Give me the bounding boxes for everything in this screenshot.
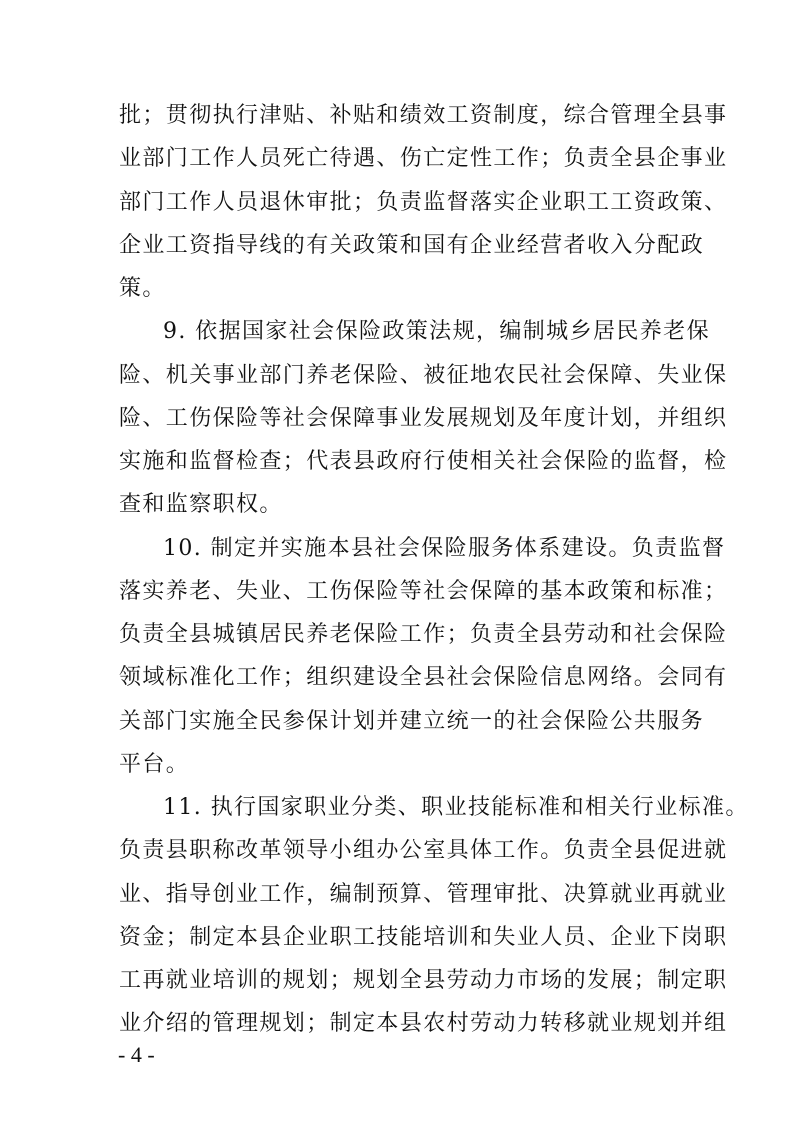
text-line: 策。 bbox=[119, 276, 166, 301]
text-line: 落实养老、失业、工伤保险等社会保障的基本政策和标准； bbox=[119, 579, 728, 604]
text-line: 负责县职称改革领导小组办公室具体工作。负责全县促进就 bbox=[119, 838, 728, 863]
text-line: 业部门工作人员死亡待遇、伤亡定性工作；负责全县企事业 bbox=[119, 146, 728, 171]
text-line: 批；贯彻执行津贴、补贴和绩效工资制度，综合管理全县事 bbox=[119, 103, 728, 128]
text-line: 工再就业培训的规划；规划全县劳动力市场的发展；制定职 bbox=[119, 968, 728, 993]
text-line: 关部门实施全民参保计划并建立统一的社会保险公共服务 bbox=[119, 709, 705, 734]
text-line: 10. 制定并实施本县社会保险服务体系建设。负责监督 bbox=[163, 536, 726, 561]
text-line: 领域标准化工作；组织建设全县社会保险信息网络。会同有 bbox=[119, 665, 728, 690]
text-line: 实施和监督检查；代表县政府行使相关社会保险的监督，检 bbox=[119, 449, 728, 474]
text-line: 部门工作人员退休审批；负责监督落实企业职工工资政策、 bbox=[119, 190, 728, 215]
text-line: 9. 依据国家社会保险政策法规，编制城乡居民养老保 bbox=[163, 319, 710, 344]
text-line: 业、指导创业工作，编制预算、管理审批、决算就业再就业 bbox=[119, 882, 728, 907]
text-line: 11. 执行国家职业分类、职业技能标准和相关行业标准。 bbox=[163, 795, 749, 820]
text-line: 资金；制定本县企业职工技能培训和失业人员、企业下岗职 bbox=[119, 925, 728, 950]
text-line: 平台。 bbox=[119, 752, 190, 777]
text-line: 险、工伤保险等社会保障事业发展规划及年度计划，并组织 bbox=[119, 406, 728, 431]
text-line: 查和监察职权。 bbox=[119, 492, 283, 517]
text-line: 险、机关事业部门养老保险、被征地农民社会保障、失业保 bbox=[119, 363, 728, 388]
text-line: 企业工资指导线的有关政策和国有企业经营者收入分配政 bbox=[119, 233, 705, 258]
text-line: 负责全县城镇居民养老保险工作；负责全县劳动和社会保险 bbox=[119, 622, 728, 647]
page-number: - 4 - bbox=[118, 1042, 155, 1067]
text-line: 业介绍的管理规划；制定本县农村劳动力转移就业规划并组 bbox=[119, 1011, 728, 1036]
